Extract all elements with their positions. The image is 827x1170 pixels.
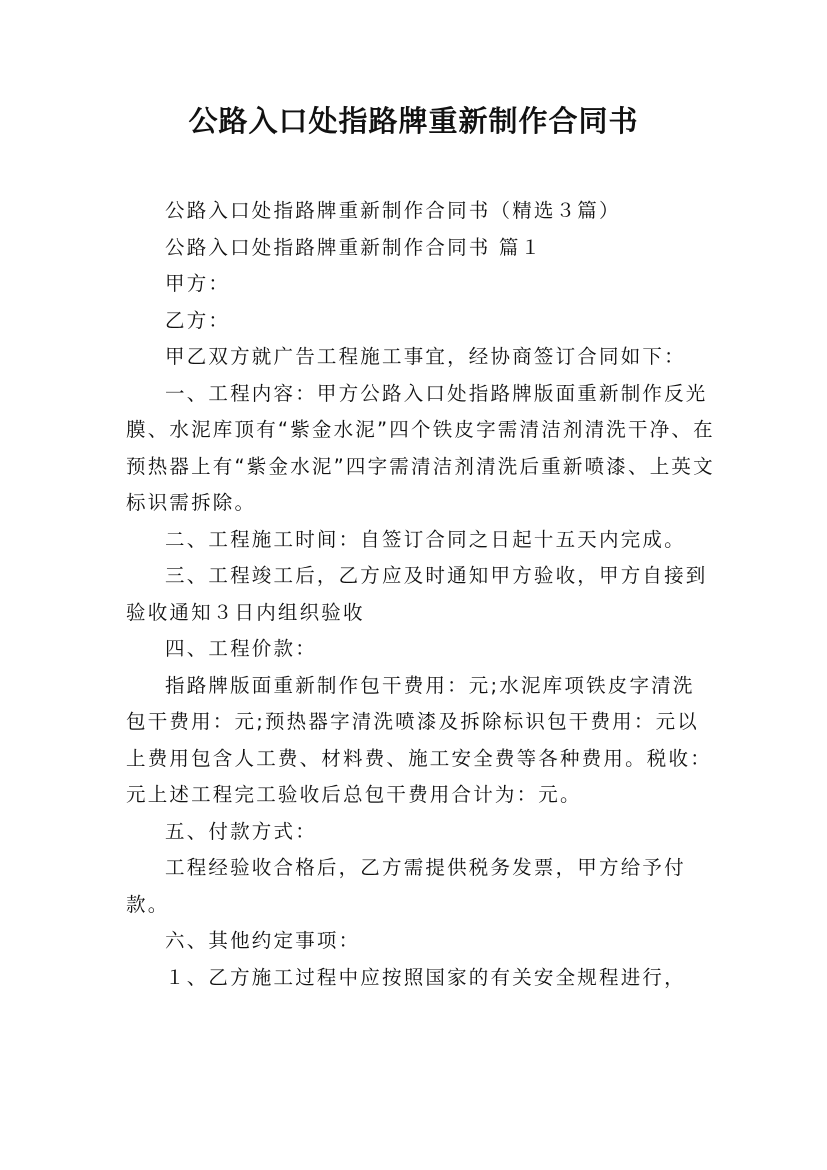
paragraph-clause-5-heading: 五、付款方式： (165, 819, 317, 843)
paragraph-section-heading: 公路入口处指路牌重新制作合同书 篇１ (165, 235, 543, 259)
paragraph-clause-3: 三、工程竣工后，乙方应及时通知甲方验收，甲方自接到验收通知３日内组织验收 (126, 564, 708, 624)
document-body (126, 193, 716, 996)
paragraph-clause-4-heading: 四、工程价款： (165, 637, 317, 660)
paragraph-clause-6-item-1: １、乙方施工过程中应按照国家的有关安全规程进行， (165, 965, 686, 989)
document-title: 公路入口处指路牌重新制作合同书 (188, 104, 639, 138)
paragraph-clause-6-heading: 六、其他约定事项： (165, 929, 361, 952)
paragraph-intro: 甲乙双方就广告工程施工事宜，经协商签订合同如下： (165, 345, 686, 368)
paragraph-clause-1: 一、工程内容：甲方公路入口处指路牌版面重新制作反光膜、水泥库顶有“紫金水泥”四个铁皮字需清洁剂清洗干净、在预热器上有“紫金水泥”四字需清洁剂清洗后重新喷漆、上英文标识需拆除。 (126, 381, 715, 514)
paragraph-clause-5-body: 工程经验收合格后，乙方需提供税务发票，甲方给予付款。 (126, 856, 686, 916)
paragraph-clause-2: 二、工程施工时间：自签订合同之日起十五天内完成。 (165, 527, 686, 551)
paragraph-party-a: 甲方： (165, 272, 231, 295)
paragraph-subtitle: 公路入口处指路牌重新制作合同书（精选３篇） (165, 199, 621, 222)
paragraph-clause-4-body: 指路牌版面重新制作包干费用：元;水泥库项铁皮字清洗包干费用：元;预热器字清洗喷漆及拆除标识包干费用：元以上费用包含人工费、材料费、施工安全费等各种费用。税收：元上述工程完工验收后总包干费用合计为：元。 (126, 673, 712, 806)
paragraph-party-b: 乙方： (165, 308, 231, 332)
